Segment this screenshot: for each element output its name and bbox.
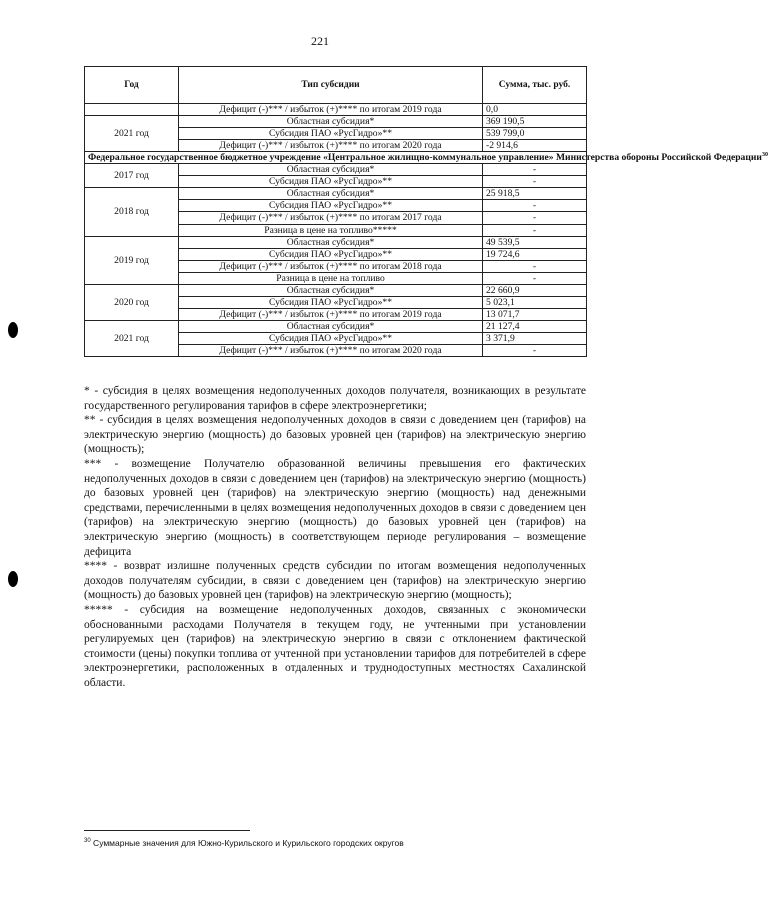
amount-cell: 19 724,6 — [483, 248, 587, 260]
year-cell: 2021 год — [85, 116, 179, 152]
year-cell — [85, 104, 179, 116]
footnote-marker: 30 — [84, 838, 91, 845]
amount-cell: - — [483, 344, 587, 356]
subsidy-type-cell: Дефицит (-)*** / избыток (+)**** по итогам 2019 года — [179, 308, 483, 320]
amount-cell: - — [483, 272, 587, 284]
table-row — [85, 284, 587, 296]
amount-cell: 539 799,0 — [483, 128, 587, 140]
note-item: *** - возмещение Получателю образованной величины превышения его фактических недополученных доходов в связи с доведением цен (тарифов) на электрическую энергию (мощность) до базовых уровней цен (тарифов) на электрическую энергию (мощность) над денежными средствами, перечисленными в целях возмещения недополученных доходов в связи с доведением цен (тарифов) на электрическую энергию (мощность) до базовых уровней цен (тарифов) на электрическую энергию (мощность) в соответствующем периоде регулирования – возмещение дефицита — [84, 457, 586, 558]
page-number: 221 — [311, 34, 329, 48]
footnote-divider — [84, 830, 250, 831]
table-body — [85, 104, 768, 357]
note-item: **** - возврат излишне полученных средств субсидии по итогам возмещения недополученных доходов получателям субсидии, в связи с доведением цен (тарифов) на электрическую энергию (мощность) до базовых уровней цен (тарифов) на электрическую энергию (мощность); — [84, 560, 586, 602]
subsidy-type-cell: Субсидия ПАО «РусГидро»** — [179, 176, 483, 188]
amount-cell: 22 660,9 — [483, 284, 587, 296]
subsidy-type-cell: Областная субсидия* — [179, 236, 483, 248]
subsidy-table — [84, 66, 768, 357]
year-cell: 2018 год — [85, 188, 179, 236]
subsidy-type-cell: Дефицит (-)*** / избыток (+)**** по итогам 2018 года — [179, 260, 483, 272]
amount-cell: - — [483, 164, 587, 176]
subsidy-type-cell: Областная субсидия* — [179, 188, 483, 200]
amount-cell: - — [483, 176, 587, 188]
year-cell: 2021 год — [85, 320, 179, 356]
year-cell: 2017 год — [85, 164, 179, 188]
year-cell: 2020 год — [85, 284, 179, 320]
amount-cell: - — [483, 212, 587, 224]
table-row — [85, 320, 587, 332]
subsidy-type-cell: Разница в цене на топливо***** — [179, 224, 483, 236]
section-title — [85, 152, 768, 164]
amount-cell: - — [483, 224, 587, 236]
amount-cell: 49 539,5 — [483, 236, 587, 248]
subsidy-type-cell: Областная субсидия* — [179, 284, 483, 296]
amount-cell: - — [483, 200, 587, 212]
table-row — [85, 236, 587, 248]
subsidy-type-cell: Субсидия ПАО «РусГидро»** — [179, 248, 483, 260]
subsidy-type-cell: Субсидия ПАО «РусГидро»** — [179, 200, 483, 212]
table-row — [85, 188, 587, 200]
amount-cell: - — [483, 260, 587, 272]
section-title-text: Федеральное государственное бюджетное учреждение «Центральное жилищно-коммунальное управление» Министерства обороны Российской Федерации — [88, 152, 762, 164]
subsidy-type-cell: Областная субсидия* — [179, 116, 483, 128]
note-item: ***** - субсидия на возмещение недополученных доходов, связанных с экономически обоснованными расходами Получателя в текущем году, не учтенными при установлении регулируемых цен (тарифов) на электрическую энергию в связи с отклонением фактической стоимости (цены) покупки топлива от учтенной при установлении тарифов для потребителей в сфере электроэнергетики, расположенных в отдаленных и труднодоступных местностях Сахалинской области. — [84, 603, 586, 689]
header-year: Год — [85, 67, 179, 104]
amount-cell: 3 371,9 — [483, 332, 587, 344]
subsidy-type-cell: Дефицит (-)*** / избыток (+)**** по итогам 2020 года — [179, 344, 483, 356]
note-item: * - субсидия в целях возмещения недополученных доходов получателя, возникающих в результате государственного регулирования тарифов в сфере электроэнергетики; — [84, 385, 586, 412]
footnote-text: Суммарные значения для Южно-Курильского и Курильского городских округов — [90, 838, 404, 848]
header-type: Тип субсидии — [179, 67, 483, 104]
subsidy-type-cell: Областная субсидия* — [179, 164, 483, 176]
notes — [84, 384, 586, 690]
subsidy-type-cell: Дефицит (-)*** / избыток (+)**** по итогам 2020 года — [179, 140, 483, 152]
binder-hole-mark — [8, 322, 18, 338]
table-row — [85, 164, 587, 176]
subsidy-type-cell: Дефицит (-)*** / избыток (+)**** по итогам 2017 года — [179, 212, 483, 224]
subsidy-type-cell: Субсидия ПАО «РусГидро»** — [179, 332, 483, 344]
subsidy-type-cell: Областная субсидия* — [179, 320, 483, 332]
note-item: ** - субсидия в целях возмещения недополученных доходов в связи с доведением цен (тарифов) на электрическую энергию (мощность) до базовых уровней цен (тарифов) на электрическую энергию (мощность); — [84, 414, 586, 456]
amount-cell: 25 918,5 — [483, 188, 587, 200]
amount-cell: 13 071,7 — [483, 308, 587, 320]
subsidy-type-cell: Разница в цене на топливо — [179, 272, 483, 284]
subsidy-type-cell: Субсидия ПАО «РусГидро»** — [179, 128, 483, 140]
section-footnote-marker: 30 — [761, 152, 768, 159]
year-cell: 2019 год — [85, 236, 179, 284]
subsidy-type-cell: Дефицит (-)*** / избыток (+)**** по итогам 2019 года — [179, 104, 483, 116]
table-header-row — [85, 67, 587, 104]
table-row — [85, 116, 587, 128]
binder-hole-mark — [8, 571, 18, 587]
amount-cell: 5 023,1 — [483, 296, 587, 308]
footnote — [84, 838, 404, 848]
amount-cell: 0,0 — [483, 104, 587, 116]
amount-cell: 21 127,4 — [483, 320, 587, 332]
subsidy-type-cell: Субсидия ПАО «РусГидро»** — [179, 296, 483, 308]
header-amount: Сумма, тыс. руб. — [483, 67, 587, 104]
amount-cell: -2 914,6 — [483, 140, 587, 152]
table-section-row — [85, 152, 587, 164]
table-row — [85, 104, 587, 116]
amount-cell: 369 190,5 — [483, 116, 587, 128]
